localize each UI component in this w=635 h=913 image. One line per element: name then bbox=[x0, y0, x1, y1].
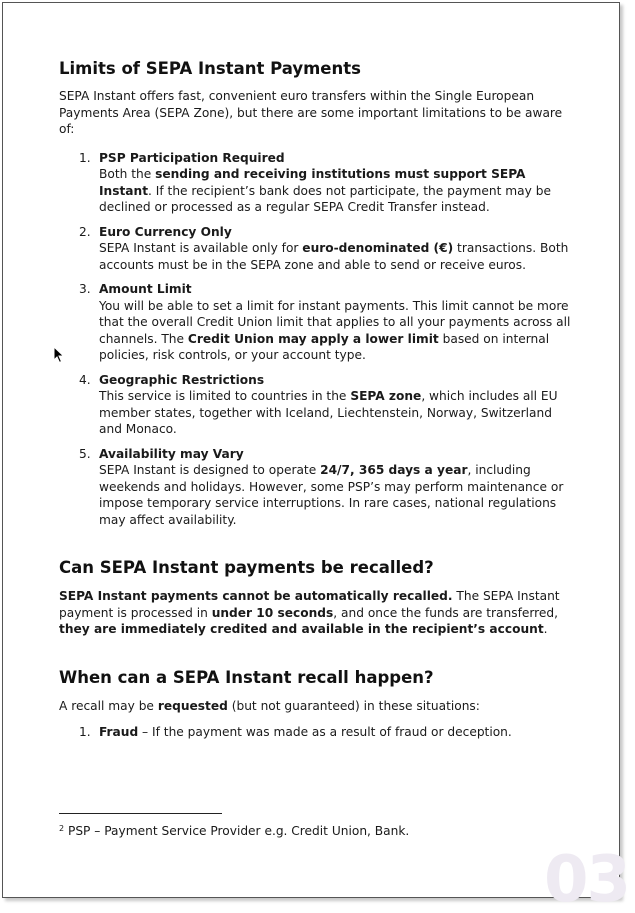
list-item-body: SEPA Instant is designed to operate 24/7, 365 days a year, including weekends and holidays. However, some PSP’s may perform maintenance or impose temporary service interruptions. In rare cases, national regulations may affect availability. bbox=[99, 463, 564, 527]
page-content bbox=[59, 59, 571, 749]
list-number: 1. bbox=[79, 150, 91, 165]
limits-list bbox=[59, 150, 571, 529]
list-item bbox=[59, 150, 571, 216]
list-item-body: This service is limited to countries in the SEPA zone, which includes all EU member states, together with Iceland, Liechtenstein, Norway, Switzerland and Monaco. bbox=[99, 389, 558, 436]
mouse-pointer-icon bbox=[53, 346, 65, 364]
list-item bbox=[59, 446, 571, 529]
list-item-title: Amount Limit bbox=[99, 282, 192, 296]
list-number: 4. bbox=[79, 372, 91, 387]
footnote-divider bbox=[59, 813, 222, 814]
list-item-body: Both the sending and receiving institutions must support SEPA Instant. If the recipient’s bank does not participate, the payment may be declined or processed as a regular SEPA Credit Transfer instead. bbox=[99, 167, 551, 214]
list-item bbox=[59, 281, 571, 364]
section-title-recall-when: When can a SEPA Instant recall happen? bbox=[59, 667, 434, 687]
section-title-limits: Limits of SEPA Instant Payments bbox=[59, 59, 361, 78]
list-item-title: PSP Participation Required bbox=[99, 150, 285, 165]
list-item-body: You will be able to set a limit for instant payments. This limit cannot be more that the overall Credit Union limit that applies to all your payments across all channels. The Credit Union may apply a lower limit based on internal policies, risk controls, or your account type. bbox=[99, 298, 571, 362]
recall-paragraph: SEPA Instant payments cannot be automatically recalled. The SEPA Instant payment is processed in under 10 seconds, and once the funds are transferred, they are immediately credited and available in the recipient’s account. bbox=[59, 589, 560, 636]
footnote bbox=[59, 821, 579, 839]
list-item-body: Fraud – If the payment was made as a result of fraud or deception. bbox=[99, 725, 512, 739]
list-item bbox=[59, 224, 571, 274]
recall-when-intro: A recall may be requested (but not guaranteed) in these situations: bbox=[59, 698, 480, 713]
list-item bbox=[59, 372, 571, 438]
document-page bbox=[2, 2, 620, 898]
list-item-title: Euro Currency Only bbox=[99, 224, 232, 239]
list-number: 2. bbox=[79, 224, 91, 239]
page-number: 03 bbox=[543, 843, 629, 913]
list-item-title: Geographic Restrictions bbox=[99, 372, 265, 387]
list-number: 5. bbox=[79, 446, 91, 461]
limits-intro: SEPA Instant offers fast, convenient euro transfers within the Single European Payments Area (SEPA Zone), but there are some important limitations to be aware of: bbox=[59, 89, 563, 136]
list-item bbox=[59, 724, 571, 741]
list-item-title: Availability may Vary bbox=[99, 446, 244, 461]
recall-section bbox=[59, 558, 571, 638]
list-number: 3. bbox=[79, 282, 91, 296]
section-title-recalled: Can SEPA Instant payments be recalled? bbox=[59, 558, 434, 577]
footnote-text: PSP – Payment Service Provider e.g. Credit Union, Bank. bbox=[67, 824, 410, 838]
list-number: 1. bbox=[79, 725, 91, 739]
recall-when-section bbox=[59, 668, 571, 741]
recall-situations-list bbox=[59, 724, 571, 741]
footnote-mark: 2 bbox=[59, 824, 65, 833]
list-item-body: SEPA Instant is available only for euro-denominated (€) transactions. Both accounts must be in the SEPA zone and able to send or receive euros. bbox=[99, 241, 569, 272]
